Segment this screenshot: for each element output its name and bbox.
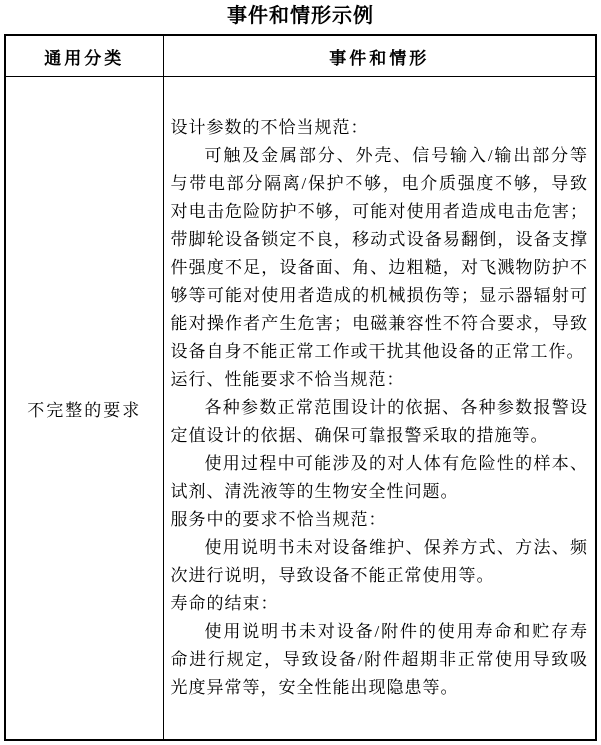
header-category: 通用分类 (5, 35, 163, 77)
paragraph: 可触及金属部分、外壳、信号输入/输出部分等与带电部分隔离/保护不够，电介质强度不够，导致对电击危险防护不够，可能对使用者造成电击危害；带脚轮设备锁定不良，移动式设备易翻倒，设备支撑件强度不足，设备面、角、边粗糙，对飞溅物防护不够等可能对使用者造成的机械损伤等；显示器辐射可能对操作者产生危害；电磁兼容性不符合要求，导致设备自身不能正常工作或干扰其他设备的正常工作。 (170, 146, 588, 361)
paragraph: 使用说明书未对设备/附件的使用寿命和贮存寿命进行规定，导致设备/附件超期非正常使用导致吸光度异常等，安全性能出现隐患等。 (170, 622, 588, 697)
header-events: 事件和情形 (163, 35, 596, 77)
events-cell (163, 77, 596, 741)
table-header-row (5, 35, 596, 77)
events-table (4, 34, 597, 741)
paragraph: 服务中的要求不恰当规范： (170, 510, 387, 529)
paragraph: 使用过程中可能涉及的对人体有危险性的样本、试剂、清洗液等的生物安全性问题。 (170, 454, 588, 501)
table-row (5, 77, 596, 741)
events-cell-content (171, 114, 589, 702)
category-cell: 不完整的要求 (5, 77, 163, 741)
paragraph: 运行、性能要求不恰当规范： (170, 370, 405, 389)
page-title: 事件和情形示例 (227, 5, 374, 27)
paragraph: 寿命的结束： (170, 594, 279, 613)
paragraph: 各种参数正常范围设计的依据、各种参数报警设定值设计的依据、确保可靠报警采取的措施等。 (170, 398, 588, 445)
paragraph: 使用说明书未对设备维护、保养方式、方法、频次进行说明，导致设备不能正常使用等。 (170, 538, 588, 585)
paragraph: 设计参数的不恰当规范： (170, 118, 369, 137)
